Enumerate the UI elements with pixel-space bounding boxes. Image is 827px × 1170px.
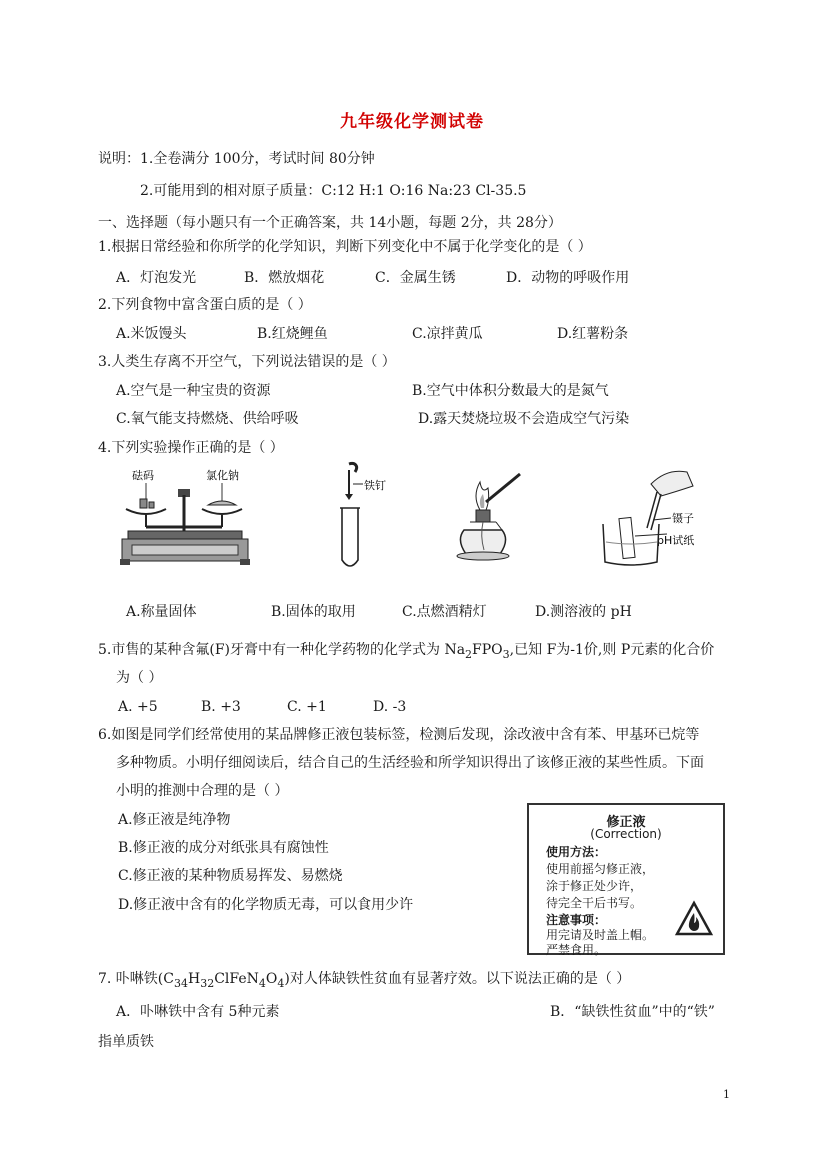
ph-test-illustration <box>595 462 725 572</box>
q7-stem: 7. 卟啉铁$(C_{34}H_{32}ClFeN_4O_4)$对人体缺铁性贫血有显著疗效。以下说法正确的是（ ） <box>98 971 631 990</box>
q5-stem: 5.市售的某种含氟(F)牙膏中有一种化学药物的化学式为 $Na_2FPO_3$,已知 F为-1价,则 P元素的化合价 <box>98 642 715 661</box>
page-number: 1 <box>723 1088 730 1101</box>
nacl-label: 氯化钠 <box>206 469 239 482</box>
q6-line-2: 多种物质。小明仔细阅读后，结合自己的生活经验和所学知识得出了该修正液的某些性质。下面 <box>116 755 704 771</box>
q3-stem: 3.人类生存离不开空气，下列说法错误的是（ ） <box>98 354 396 370</box>
section-heading: 一、选择题（每小题只有一个正确答案，共 14小题，每题 2分，共 28分） <box>98 215 562 231</box>
q2-stem: 2.下列食物中富含蛋白质的是（ ） <box>98 297 312 313</box>
label-notice-title: 注意事项： <box>546 913 607 927</box>
q1-option-d: D．动物的呼吸作用 <box>506 270 630 286</box>
weight-label: 砝码 <box>132 469 154 482</box>
q3-option-d: D.露天焚烧垃圾不会造成空气污染 <box>418 411 630 427</box>
label-usage-2: 涂于修正处少许， <box>546 879 643 893</box>
label-usage-3: 待完全干后书写。 <box>546 896 643 910</box>
q6-option-b: B.修正液的成分对纸张具有腐蚀性 <box>118 840 329 856</box>
page-title: 九年级化学测试卷 <box>340 112 484 132</box>
q6-line-3: 小明的推测中合理的是（ ） <box>116 783 289 799</box>
balance-illustration <box>118 465 258 575</box>
q1-option-b: B．燃放烟花 <box>244 270 325 286</box>
q2-option-c: C.凉拌黄瓜 <box>412 326 483 342</box>
q3-option-c: C.氧气能支持燃烧、供给呼吸 <box>116 411 299 427</box>
q7-option-a: A．卟啉铁中含有 5种元素 <box>116 1004 280 1020</box>
q4-option-a: A.称量固体 <box>126 604 197 620</box>
label-notice-1: 用完请及时盖上帽。 <box>546 928 655 942</box>
intro-line-1: 说明：1.全卷满分 100分，考试时间 80分钟 <box>98 151 375 167</box>
label-subtitle: (Correction) <box>590 827 662 841</box>
q1-stem: 1.根据日常经验和你所学的化学知识，判断下列变化中不属于化学变化的是（ ） <box>98 239 592 255</box>
q5-option-c: C. +1 <box>287 699 327 715</box>
test-tube-illustration <box>325 460 425 575</box>
label-usage-title: 使用方法： <box>546 845 607 859</box>
correction-fluid-label <box>527 803 725 955</box>
label-usage-1: 使用前摇匀修正液， <box>546 862 655 876</box>
q5-option-d: D. -3 <box>373 699 407 715</box>
tweezers-label: 镊子 <box>672 512 694 525</box>
q1-option-a: A．灯泡发光 <box>116 270 197 286</box>
q6-option-c: C.修正液的某种物质易挥发、易燃烧 <box>118 868 343 884</box>
q5-stem-line-2: 为（ ） <box>116 670 163 686</box>
q2-option-d: D.红薯粉条 <box>557 326 629 342</box>
q7-option-b: B．“缺铁性贫血”中的“铁” <box>550 1004 715 1020</box>
q4-stem: 4.下列实验操作正确的是（ ） <box>98 440 284 456</box>
intro-line-2: 2.可能用到的相对原子质量：C:12 H:1 O:16 Na:23 Cl-35.5 <box>140 183 527 199</box>
q7-option-b-continued: 指单质铁 <box>98 1034 154 1050</box>
q5-option-a: A. +5 <box>118 699 158 715</box>
nail-label: 铁钉 <box>364 479 386 492</box>
q6-line-1: 6.如图是同学们经常使用的某品牌修正液包装标签，检测后发现，涂改液中含有苯、甲基环已烷等 <box>98 727 700 743</box>
q1-option-c: C．金属生锈 <box>375 270 456 286</box>
q5-option-b: B. +3 <box>201 699 241 715</box>
q4-option-b: B.固体的取用 <box>271 604 356 620</box>
q6-option-a: A.修正液是纯净物 <box>118 812 231 828</box>
q4-option-c: C.点燃酒精灯 <box>402 604 487 620</box>
q4-option-d: D.测溶液的 pH <box>535 604 632 620</box>
q2-option-a: A.米饭馒头 <box>116 326 187 342</box>
q6-option-d: D.修正液中含有的化学物质无毒，可以食用少许 <box>118 897 414 913</box>
q3-option-b: B.空气中体积分数最大的是氮气 <box>412 383 609 399</box>
q3-option-a: A.空气是一种宝贵的资源 <box>116 383 271 399</box>
label-notice-2: 严禁食用。 <box>546 943 607 957</box>
label-title: 修正液 <box>606 815 646 830</box>
ph-paper-label: pH试纸 <box>657 534 695 547</box>
flammable-warning-icon <box>675 901 713 937</box>
q2-option-b: B.红烧鲤鱼 <box>257 326 328 342</box>
alcohol-lamp-illustration <box>450 470 540 570</box>
